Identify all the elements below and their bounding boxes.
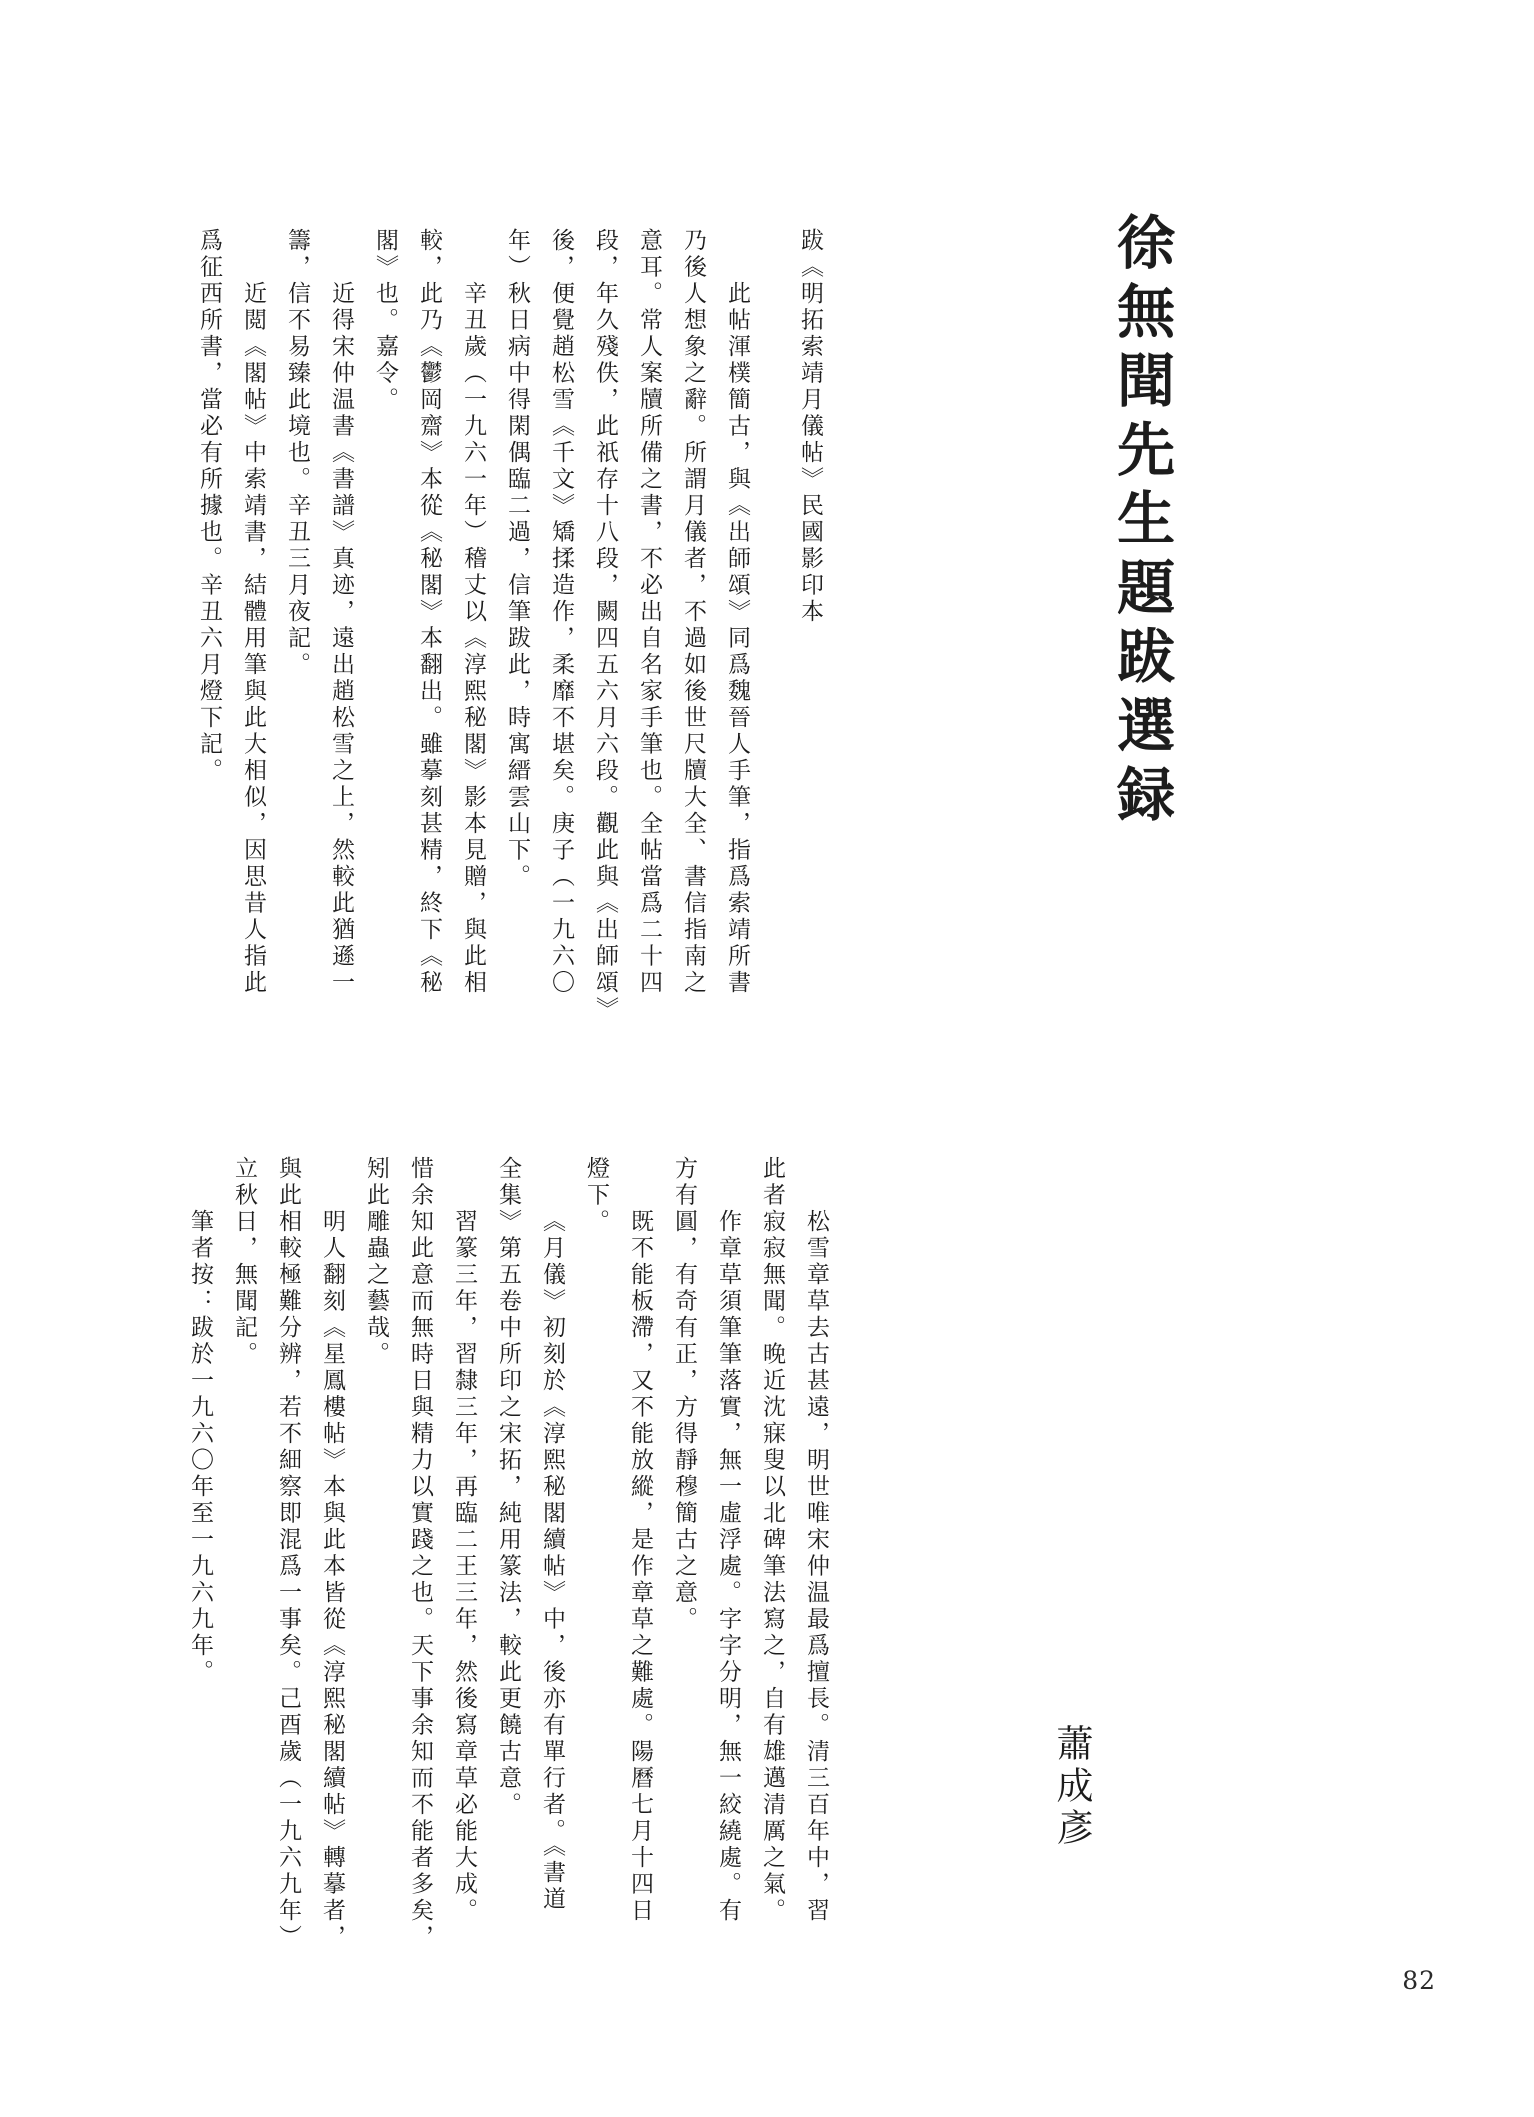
text-column: 閣》也。嘉令。	[372, 228, 398, 414]
text-column: 燈下。	[583, 1156, 609, 1236]
text-column: 段，年久殘佚，此祇存十八段，闕四五六月六段。觀此與《出師頌》	[592, 228, 618, 1023]
text-column: 籌，信不易臻此境也。辛丑三月夜記。	[284, 228, 310, 679]
article-author: 蕭成彥	[1050, 1724, 1093, 1850]
text-column: 筆者按：跋於一九六〇年至一九六九年。	[187, 1209, 213, 1686]
text-column: 松雪章草去古甚遠，明世唯宋仲温最爲擅長。清三百年中，習	[803, 1209, 829, 1925]
text-column: 《月儀》初刻於《淳熙秘閣續帖》中，後亦有單行者。《書道	[539, 1209, 565, 1913]
text-column: 惜余知此意而無時日與精力以實踐之也。天下事余知而不能者多矣，	[407, 1156, 433, 1951]
text-column: 後，便覺趙松雪《千文》矯揉造作，柔靡不堪矣。庚子（一九六〇	[548, 228, 574, 997]
text-column: 此帖渾樸簡古，與《出師頌》同爲魏晉人手筆，指爲索靖所書	[724, 281, 750, 997]
text-column: 近得宋仲温書《書譜》真迹，遠出趙松雪之上，然較此猶遜一	[328, 281, 354, 997]
text-column: 年）秋日病中得閑偶臨二過，信筆跋此，時寓縉雲山下。	[504, 228, 530, 891]
colophon-section-1	[187, 228, 832, 1028]
text-column: 乃後人想象之辭。所謂月儀者，不過如後世尺牘大全、書信指南之	[680, 228, 706, 997]
page-number: 82	[1402, 1966, 1436, 1995]
text-column: 作章草須筆筆落實，無一虛浮處。字字分明，無一絞繞處。有	[715, 1209, 741, 1925]
text-column: 辛丑歲（一九六一年）稽丈以《淳熙秘閣》影本見贈，與此相	[460, 281, 486, 997]
text-column: 較，此乃《鬱岡齋》本從《秘閣》本翻出。雖摹刻甚精，終下《秘	[416, 228, 442, 997]
text-column: 此者寂寂無聞。晚近沈寐叟以北碑筆法寫之，自有雄邁清厲之氣。	[759, 1156, 785, 1925]
text-column: 方有圓，有奇有正，方得靜穆簡古之意。	[671, 1156, 697, 1633]
text-column: 近閲《閣帖》中索靖書，結體用筆與此大相似，因思昔人指此	[240, 281, 266, 997]
text-column: 明人翻刻《星鳳樓帖》本與此本皆從《淳熙秘閣續帖》轉摹者，	[319, 1209, 345, 1951]
text-column: 矧此雕蟲之藝哉。	[363, 1156, 389, 1368]
text-column: 爲征西所書，當必有所據也。辛丑六月燈下記。	[196, 228, 222, 785]
text-column: 與此相較極難分辨，若不細察即混爲一事矣。己酉歲（一九六九年）	[275, 1156, 301, 1951]
text-column: 習篆三年，習隸三年，再臨二王三年，然後寫章草必能大成。	[451, 1209, 477, 1925]
colophon-section-2	[178, 1156, 838, 1956]
text-column: 既不能板滯，又不能放縱，是作章草之難處。陽曆七月十四日	[627, 1209, 653, 1925]
text-column: 意耳。常人案牘所備之書，不必出自名家手筆也。全帖當爲二十四	[636, 228, 662, 997]
text-column: 立秋日，無聞記。	[231, 1156, 257, 1368]
text-column: 全集》第五卷中所印之宋拓，純用篆法，較此更饒古意。	[495, 1156, 521, 1819]
section-heading: 跋《明拓索靖月儀帖》民國影印本	[797, 228, 823, 626]
article-title: 徐無聞先生題跋選録	[1107, 212, 1176, 833]
